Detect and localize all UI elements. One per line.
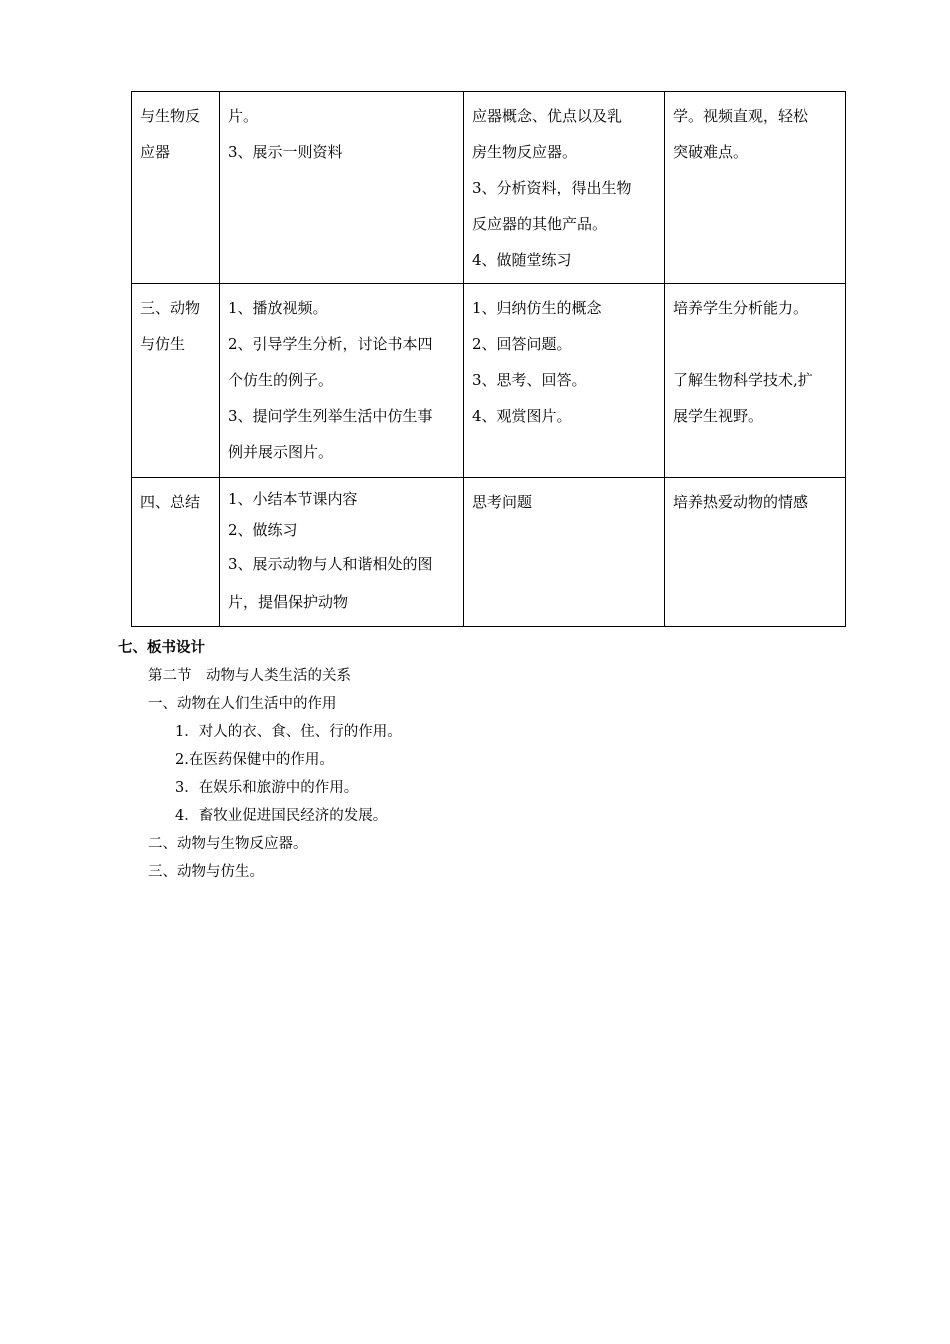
stage-cell xyxy=(132,478,220,627)
student-activity-cell xyxy=(464,92,665,284)
cell-text: 个仿生的例子。 xyxy=(228,371,334,389)
design-intent-cell xyxy=(665,478,846,627)
board-item: 4．畜牧业促进国民经济的发展。 xyxy=(175,808,388,824)
board-item: 3．在娱乐和旅游中的作用。 xyxy=(175,780,359,796)
stage-cell xyxy=(132,92,220,284)
cell-text: 1、播放视频。 xyxy=(228,299,328,317)
cell-text: 四、总结 xyxy=(140,493,201,511)
cell-text: 3、展示一则资料 xyxy=(228,143,343,161)
board-item: 2.在医药保健中的作用。 xyxy=(175,752,334,768)
cell-text: 2、回答问题。 xyxy=(472,335,572,353)
cell-text: 2、引导学生分析，讨论书本四 xyxy=(228,335,433,353)
board-design-section xyxy=(118,634,402,886)
cell-text: 与仿生 xyxy=(140,335,186,353)
cell-text: 三、动物 xyxy=(140,299,201,317)
cell-text: 展学生视野。 xyxy=(673,407,764,425)
cell-text: 培养学生分析能力。 xyxy=(673,299,809,317)
cell-text: 应器 xyxy=(140,143,171,161)
cell-text: 4、观赏图片。 xyxy=(472,407,572,425)
cell-text: 了解生物科学技术,扩 xyxy=(673,371,813,389)
cell-text: 突破难点。 xyxy=(673,143,749,161)
board-item: 1．对人的衣、食、住、行的作用。 xyxy=(175,724,402,740)
teacher-activity-cell xyxy=(220,284,464,478)
cell-text: 3、提问学生列举生活中仿生事 xyxy=(228,407,433,425)
cell-text: 房生物反应器。 xyxy=(472,143,578,161)
board-section: 二、动物与生物反应器。 xyxy=(148,836,308,852)
design-intent-cell xyxy=(665,92,846,284)
cell-text: 例并展示图片。 xyxy=(228,443,334,461)
student-activity-cell xyxy=(464,478,665,627)
cell-text: 1、小结本节课内容 xyxy=(228,490,358,508)
cell-text: 与生物反 xyxy=(140,107,201,125)
table-row xyxy=(132,478,846,627)
cell-text: 1、归纳仿生的概念 xyxy=(472,299,602,317)
section-heading: 七、板书设计 xyxy=(118,639,205,656)
cell-text: 应器概念、优点以及乳 xyxy=(472,107,623,125)
teacher-activity-cell xyxy=(220,478,464,627)
cell-text: 片。 xyxy=(228,107,259,125)
stage-cell xyxy=(132,284,220,478)
cell-text: 3、思考、回答。 xyxy=(472,371,587,389)
lesson-plan-table xyxy=(131,91,846,627)
cell-text xyxy=(673,326,837,362)
cell-text: 3、展示动物与人和谐相处的图 xyxy=(228,555,433,573)
student-activity-cell xyxy=(464,284,665,478)
table-row xyxy=(132,92,846,284)
teacher-activity-cell xyxy=(220,92,464,284)
cell-text: 思考问题 xyxy=(472,493,533,511)
cell-text: 片，提倡保护动物 xyxy=(228,593,349,611)
board-section: 一、动物在人们生活中的作用 xyxy=(148,696,337,712)
cell-text: 反应器的其他产品。 xyxy=(472,215,608,233)
design-intent-cell xyxy=(665,284,846,478)
cell-text: 培养热爱动物的情感 xyxy=(673,493,809,511)
board-title: 第二节 动物与人类生活的关系 xyxy=(148,668,351,684)
cell-text: 学。视频直观，轻松 xyxy=(673,107,809,125)
cell-text: 3、分析资料，得出生物 xyxy=(472,179,632,197)
board-section: 三、动物与仿生。 xyxy=(148,864,264,880)
cell-text: 4、做随堂练习 xyxy=(472,251,572,269)
cell-text: 2、做练习 xyxy=(228,521,298,539)
table-row xyxy=(132,284,846,478)
